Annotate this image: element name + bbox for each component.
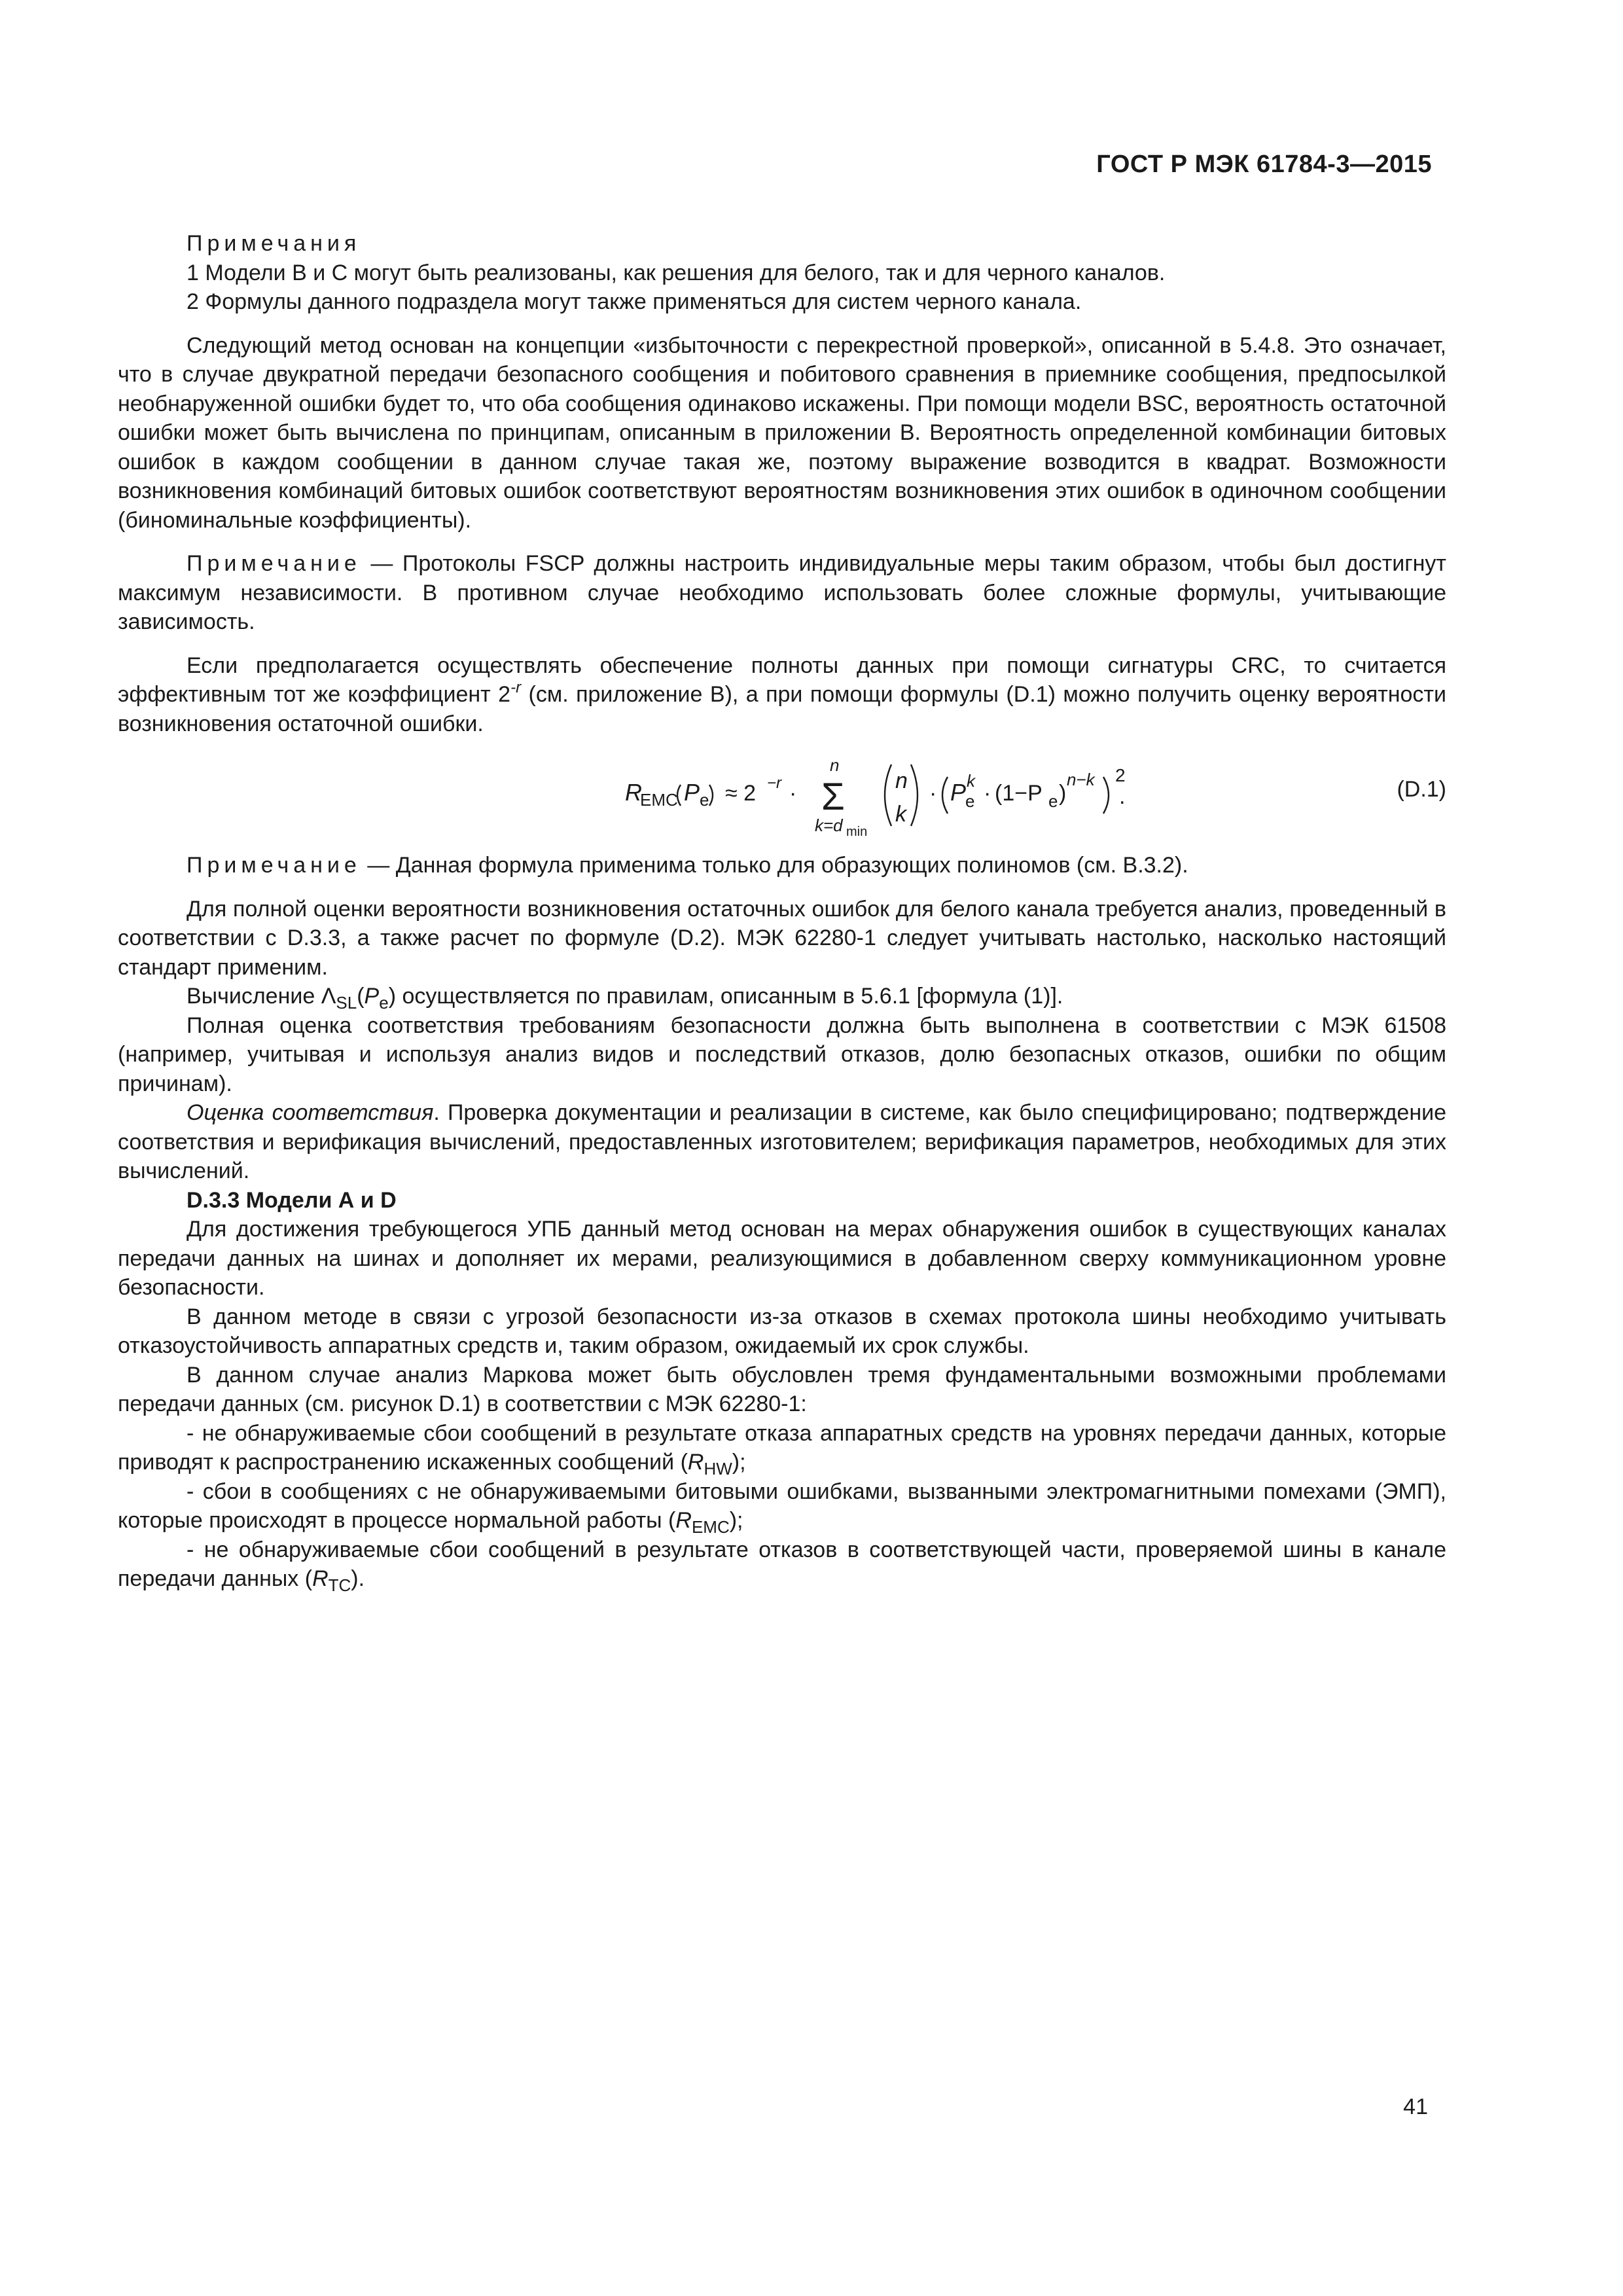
- equation-number: (D.1): [1397, 777, 1446, 802]
- svg-text:·: ·: [929, 781, 937, 806]
- svg-text:k: k: [895, 802, 906, 827]
- note-label: Примечание: [187, 551, 361, 576]
- svg-text:e: e: [965, 791, 975, 811]
- list-item-tc: - не обнаруживаемые сбои сообщений в результате отказов в соответствующей части, проверяемой шины в канале передачи данных $(R_{TC})$.: [118, 1537, 1446, 1595]
- note-polynomials: Примечание — Данная формула применима только для образующих полиномов (см. B.3.2).: [187, 853, 1188, 878]
- section-heading-d33: D.3.3 Модели А и D: [187, 1187, 397, 1213]
- svg-text:.: .: [1119, 784, 1126, 809]
- paragraph-cross-check-method: Следующий метод основан на концепции «избыточности с перекрестной проверкой», описанной в 5.4.8. Это означает, что в случае двукратной передачи безопасного сообщения и побитового сравнения в приемнике сообщения, предпосылкой необнаруженной ошибки будет то, что оба сообщения одинаково искажены. При помощи модели BSC, вероятность остаточной ошибки может быть вычислена по принципам, описанным в приложении B. Вероятность определенной комбинации битовых ошибок в каждом сообщении в данном случае такая же, поэтому выражение возводится в квадрат. Возможности возникновения комбинаций битовых ошибок соответствуют вероятностям возникновения этих ошибок в одиночном сообщении (биноминальные коэффициенты).: [118, 332, 1447, 533]
- svg-text:EMC: EMC: [640, 790, 678, 810]
- svg-text:min: min: [846, 825, 868, 839]
- paragraph-crc: Если предполагается осуществлять обеспечение полноты данных при помощи сигнатуры CRC, то считается эффективным тот же коэффициент $2^{-r}$ (см. приложение B), а при помощи формулы (D.1) можно получить оценку вероятности возникновения остаточной ошибки.: [118, 653, 1446, 736]
- paragraph-conformity-assessment: Оценка соответствия. Проверка документации и реализации в системе, как было специфицировано; подтверждение соответствия и верификация вычислений, предоставленных изготовителем; верификация параметров, необходимых для этих вычислений.: [118, 1100, 1446, 1183]
- svg-text:e: e: [1048, 791, 1058, 811]
- svg-text:e: e: [700, 790, 709, 810]
- note-fscp: Примечание — Протоколы FSCP должны настроить индивидуальные меры таким образом, чтобы был достигнут максимум независимости. В противном случае необходимо использовать более сложные формулы, учитывающие зависимость.: [118, 551, 1446, 634]
- note-item-2: 2 Формулы данного подраздела могут также применяться для систем черного канала.: [187, 289, 1082, 314]
- note-label: Примечание: [187, 853, 361, 878]
- list-item-hw: - не обнаруживаемые сбои сообщений в результате отказа аппаратных средств на уровнях передачи данных, которые приводят к распространению искаженных сообщений $(R_{HW})$;: [118, 1420, 1446, 1479]
- list-item-emc: - сбои в сообщениях с не обнаруживаемыми битовыми ошибками, вызванными электромагнитными помехами (ЭМП), которые происходят в процессе нормальной работы $(R_{EMC})$;: [118, 1479, 1446, 1537]
- paragraph-white-channel: Для полной оценки вероятности возникновения остаточных ошибок для белого канала требуется анализ, проведенный в соответствии с D.3.3, а также расчет по формуле (D.2). МЭК 62280-1 следует учитывать настолько, насколько настоящий стандарт применим.: [118, 896, 1446, 980]
- svg-text:(1−P: (1−P: [995, 781, 1043, 806]
- svg-text:R: R: [625, 779, 642, 806]
- paragraph-fault-tolerance: В данном методе в связи с угрозой безопасности из-за отказов в схемах протокола шины необходимо учитывать отказоустойчивость аппаратных средств и, таким образом, ожидаемый их срок службы.: [118, 1304, 1446, 1358]
- svg-text:·: ·: [984, 781, 991, 806]
- svg-text:k: k: [967, 771, 975, 791]
- formula-d1: [118, 747, 1446, 839]
- paragraph-markov-analysis: В данном случае анализ Маркова может быть обусловлен тремя фундаментальными возможными проблемами передачи данных (см. рисунок D.1) в соответствии с МЭК 62280-1:: [118, 1362, 1446, 1416]
- paragraph-lambda-calculation: Вычисление $\Lambda_{SL}(P_e)$ осуществляется по правилам, описанным в 5.6.1 [формула (1)].: [187, 984, 1063, 1013]
- svg-text:·: ·: [789, 781, 797, 806]
- page-body: [118, 229, 1446, 1594]
- svg-text:): ): [1059, 781, 1067, 806]
- formula-d1-expression: [510, 747, 1165, 839]
- paragraph-models-a-d: Для достижения требующегося УПБ данный метод основан на мерах обнаружения ошибок в существующих каналах передачи данных на шинах и дополняет их мерами, реализующимися в добавленном сверху коммуникационном уровне безопасности.: [118, 1217, 1446, 1300]
- svg-text:≈ 2: ≈ 2: [725, 781, 757, 806]
- svg-text:n: n: [830, 755, 840, 775]
- svg-text:2: 2: [1115, 765, 1126, 785]
- svg-text:Σ: Σ: [821, 776, 845, 818]
- page-number: 41: [1403, 2094, 1428, 2119]
- svg-text:n−k: n−k: [1067, 770, 1095, 789]
- notes-label: Примечания: [187, 231, 361, 256]
- svg-text:k=d: k=d: [815, 816, 843, 835]
- svg-text:P: P: [950, 779, 967, 806]
- svg-text:P: P: [684, 779, 700, 806]
- svg-text:−r: −r: [767, 774, 782, 792]
- note-item-1: 1 Модели B и C могут быть реализованы, как решения для белого, так и для черного каналов.: [187, 260, 1166, 285]
- paragraph-safety-assessment: Полная оценка соответствия требованиям безопасности должна быть выполнена в соответствии с МЭК 61508 (например, учитывая и используя анализ видов и последствий отказов, долю безопасных отказов, ошибки по общим причинам).: [118, 1013, 1446, 1096]
- standard-header: ГОСТ Р МЭК 61784-3—2015: [1096, 151, 1432, 178]
- svg-text:n: n: [895, 768, 908, 793]
